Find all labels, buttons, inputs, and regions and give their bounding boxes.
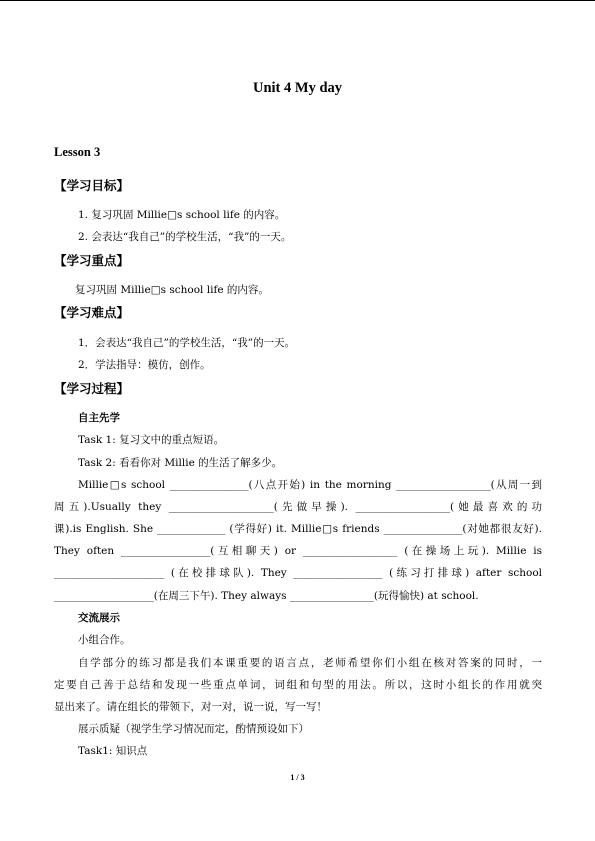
- self-study-task-1: Task 1: 复习文中的重点短语。: [78, 434, 225, 446]
- fill-blank-line-4: They often _________________(互相聊天) or __________________ (在操场上玩). Millie is: [54, 545, 542, 557]
- fill-blank-line-1: Millie□s school _______________(八点开始) in the morning __________________(从周一到: [78, 479, 542, 491]
- self-study-heading: 自主先学: [78, 412, 120, 424]
- group-work-text: 小组合作。: [78, 634, 131, 646]
- difficulty-item-1: 1．会表达“我自己”的学校生活，“我”的一天。: [78, 337, 296, 349]
- process-heading: 【学习过程】: [54, 381, 130, 396]
- fill-blank-line-5: _____________________ (在校排球队). They _________________ (练习打排球) after school: [54, 567, 542, 579]
- key-points-heading: 【学习重点】: [54, 253, 130, 268]
- objective-item-2: 2. 会表达“我自己”的学校生活，“我”的一天。: [78, 231, 292, 243]
- self-study-task-2: Task 2: 看看你对 Millie 的生活了解多少。: [78, 457, 283, 469]
- lesson-heading: Lesson 3: [54, 145, 101, 159]
- sharing-heading: 交流展示: [78, 612, 120, 624]
- page-number: 1 / 3: [290, 773, 305, 782]
- fill-blank-line-6: ___________________(在周三下午). They always ________________(玩得愉快) at school.: [54, 590, 479, 602]
- fill-blank-line-3: 课).is English. She _____________ (学得好) it. Millie□s friends _______________(对她都很友好).: [54, 523, 542, 535]
- sharing-paragraph-line-3: 显出来了。请在组长的带领下，对一对，说一说，写一写！: [54, 701, 327, 713]
- sharing-task-1: Task1: 知识点: [78, 745, 148, 757]
- objective-item-1: 1. 复习巩固 Millie□s school life 的内容。: [78, 209, 286, 221]
- difficulty-item-2: 2．学法指导：模仿，创作。: [78, 359, 211, 371]
- fill-blank-line-2: 周五).Usually they ____________________(先做早操). __________________(她最喜欢的功: [54, 501, 542, 513]
- display-question-text: 展示质疑（视学生学习情况而定，酌情预设如下）: [78, 723, 309, 735]
- page-title: Unit 4 My day: [252, 80, 343, 96]
- sharing-paragraph-line-2: 定要自己善于总结和发现一些重点单词，词组和句型的用法。所以，这时小组长的作用就突: [54, 679, 542, 691]
- objectives-heading: 【学习目标】: [54, 178, 130, 193]
- difficulties-heading: 【学习难点】: [54, 305, 130, 320]
- header-rule: [0, 0, 595, 1]
- sharing-paragraph-line-1: 自学部分的练习都是我们本课重要的语言点，老师希望你们小组在核对答案的同时，一: [78, 657, 542, 669]
- key-points-text: 复习巩固 Millie□s school life 的内容。: [75, 284, 269, 296]
